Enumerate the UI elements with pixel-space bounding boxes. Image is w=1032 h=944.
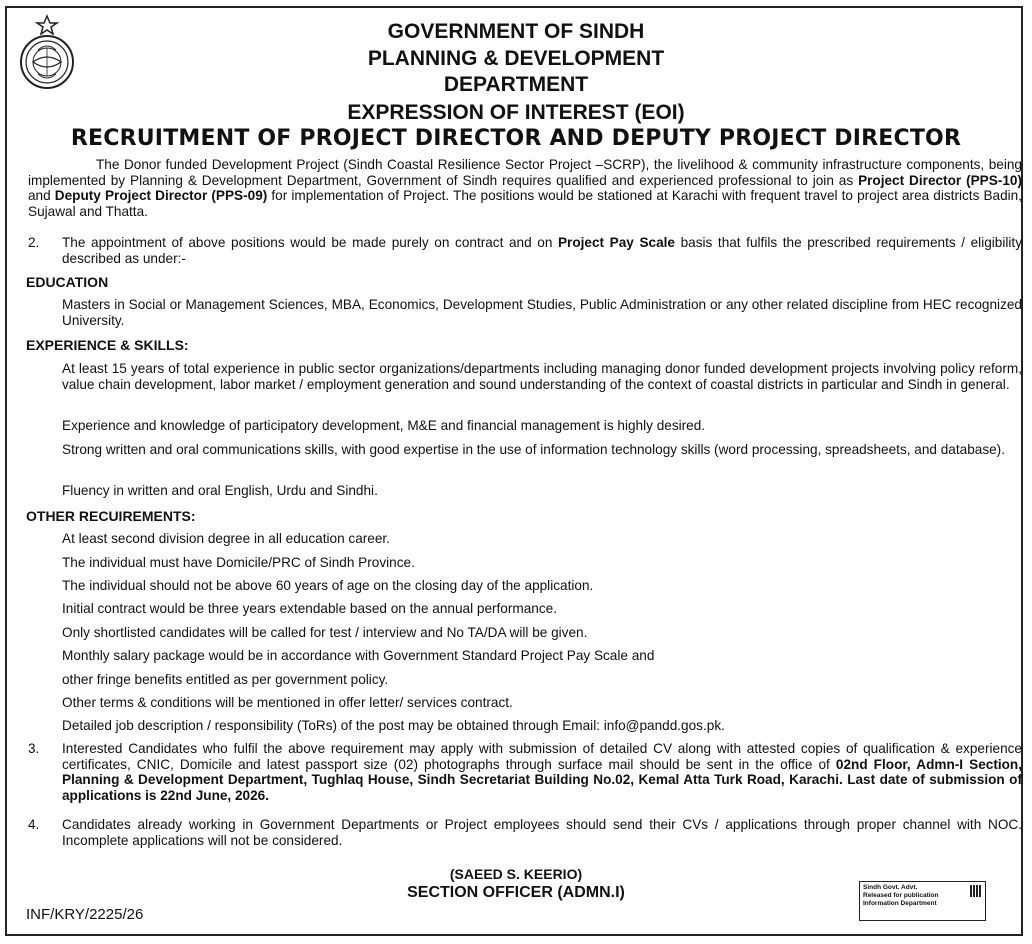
point-4-number: 4. [28,817,40,832]
point-3-number: 3. [28,741,40,756]
experience-item: At least 15 years of total experience in public sector organizations/departments including managing donor funded development projects involving policy reform, value chain development, labor market / employment generation and sound understanding of the context of coastal districts in particular and Sindh in general. [62,361,1022,392]
point-4-text: Candidates already working in Government Departments or Project employees should send their CVs / applications through proper channel with NOC. Incomplete applications will not be considered. [62,817,1022,848]
release-stamp [859,881,986,921]
stamp-line: Released for publication [863,892,939,899]
signatory-title: SECTION OFFICER (ADMN.I) [407,884,625,901]
header-government: GOVERNMENT OF SINDH [387,20,645,43]
stamp-line: Sindh Govt. Advt. [863,884,918,891]
header-recruitment: RECRUITMENT OF PROJECT DIRECTOR AND DEPUTY PROJECT DIRECTOR [70,126,962,151]
requirement-item: The individual must have Domicile/PRC of Sindh Province. [62,555,415,570]
signatory-name: (SAEED S. KEERIO) [449,866,583,882]
requirement-item: Other terms & conditions will be mentioned in offer letter/ services contract. [62,695,513,710]
header-department: DEPARTMENT [443,73,589,96]
other-requirements-heading: OTHER RECUIREMENTS: [26,508,196,524]
requirement-item: Detailed job description / responsibility (ToRs) of the post may be obtained through Email: info@pandd.gos.pk. [62,718,725,733]
reference-number: INF/KRY/2225/26 [26,906,144,923]
point-2-number: 2. [28,235,40,250]
point-2-text: The appointment of above positions would be made purely on contract and on Project Pay Scale basis that fulfils the prescribed requirements / eligibility described as under:- [62,235,1022,266]
stamp-line: Information Department [863,900,937,907]
requirement-item: Only shortlisted candidates will be called for test / interview and No TA/DA will be given. [62,625,588,640]
requirement-item: other fringe benefits entitled as per government policy. [62,672,389,687]
experience-item: Fluency in written and oral English, Urdu and Sindhi. [62,483,378,498]
requirement-item: At least second division degree in all education career. [62,531,390,546]
education-text: Masters in Social or Management Sciences, MBA, Economics, Development Studies, Public Administration or any other related discipline from HEC recognized University. [62,297,1022,328]
experience-item: Experience and knowledge of participatory development, M&E and financial management is highly desired. [62,418,706,433]
requirement-item: Initial contract would be three years extendable based on the annual performance. [62,601,557,616]
header-eoi: EXPRESSION OF INTEREST (EOI) [347,101,685,124]
point-3-text: Interested Candidates who fulfil the above requirement may apply with submission of detailed CV along with attested copies of qualification & experience certificates, CNIC, Domicile and latest passport size (02) photographs through surface mail should be sent in the office of 02nd Floor, Admn-I Section, Planning & Development Department, Tughlaq House, Sindh Secretariat Building No.02, Kemal Atta Turk Road, Karachi. Last date of submission of applications is 22nd June, 2026. [62,741,1023,803]
intro-paragraph: The Donor funded Development Project (Sindh Coastal Resilience Sector Project –SCRP), the livelihood & community infrastructure components, being implemented by Planning & Development Department, Government of Sindh requires qualified and experienced professional to join as Project Director (PPS-10) and Deputy Project Director (PPS-09) for implementation of Project. The positions would be stationed at Karachi with frequent travel to project area districts Badin, Sujawal and Thatta. [28,157,1023,219]
barcode-icon [970,885,982,897]
experience-heading: EXPERIENCE & SKILLS: [26,337,189,353]
experience-item: Strong written and oral communications skills, with good expertise in the use of information technology skills (word processing, spreadsheets, and database). [62,442,1005,457]
education-heading: EDUCATION [26,274,109,290]
requirement-item: The individual should not be above 60 years of age on the closing day of the application. [62,578,594,593]
header-planning: PLANNING & DEVELOPMENT [367,47,665,70]
requirement-item: Monthly salary package would be in accordance with Government Standard Project Pay Scale and [62,648,655,663]
